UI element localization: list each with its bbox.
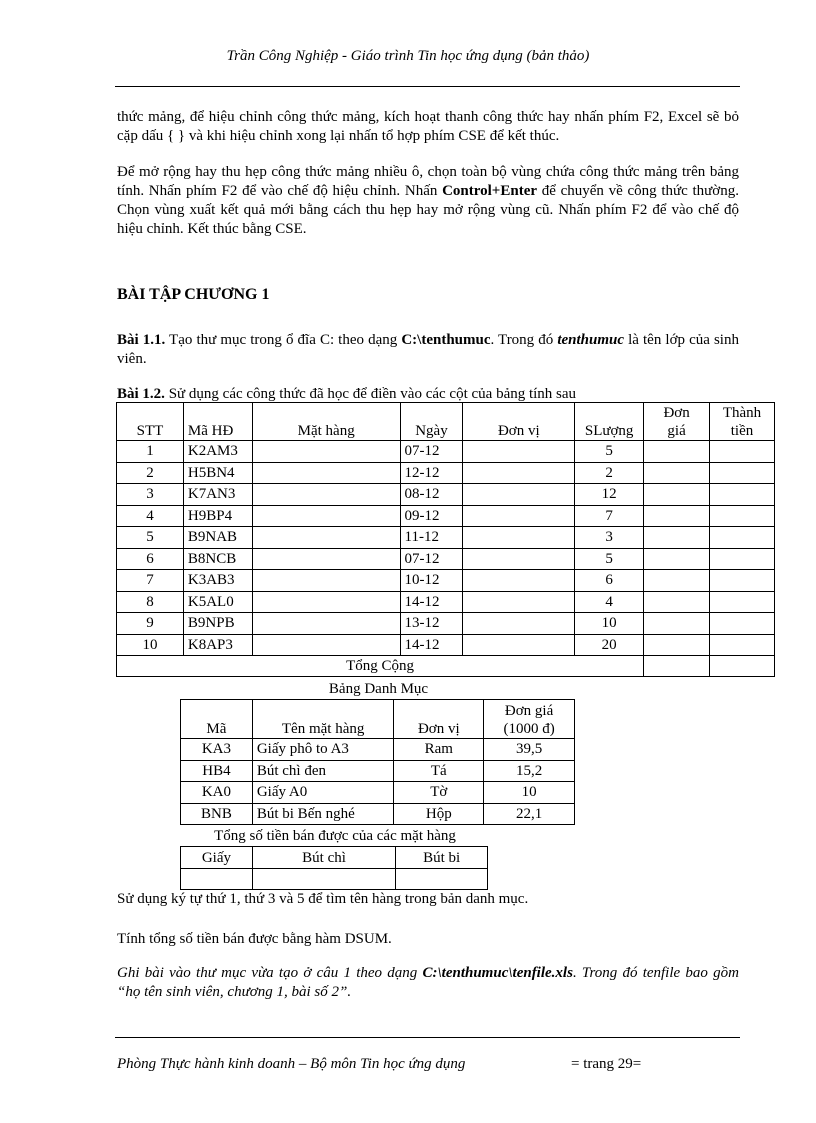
header-line: (1000 đ): [503, 721, 555, 737]
exercise-text: là tên lớp của sinh viên.: [117, 332, 739, 367]
cell-stt: 5: [117, 527, 184, 549]
cell-don-gia: [644, 505, 710, 527]
cell-ma-hd: K7AN3: [183, 484, 252, 506]
save-text: Ghi bài vào thư mục vừa tạo ở câu 1 theo dạng: [117, 965, 423, 981]
cell-sluong: 7: [575, 505, 644, 527]
cell-ngay: 14-12: [400, 591, 463, 613]
table-row: [117, 441, 775, 463]
cell-don-gia: [644, 591, 710, 613]
instruction-dsum: Tính tổng số tiền bán được bằng hàm DSUM.: [117, 931, 392, 947]
exercise-text: Sử dụng các công thức đã học để điền vào các cột của bảng tính sau: [164, 386, 577, 402]
cell-sluong: 6: [575, 570, 644, 592]
cell-don-gia: [644, 484, 710, 506]
cell-ma: HB4: [181, 760, 253, 782]
cell-sluong: 5: [575, 441, 644, 463]
cell-don-gia: 15,2: [484, 760, 575, 782]
cell-ma-hd: B9NAB: [183, 527, 252, 549]
save-text-end: . Trong đó tenfile bao gồm “họ tên sinh viên, chương 1, bài số 2”.: [117, 965, 739, 1000]
catalog-caption: Bảng Danh Mục: [328, 681, 429, 697]
cell-stt: 7: [117, 570, 184, 592]
cell-ngay: 07-12: [400, 441, 463, 463]
sales-table-header: [117, 403, 775, 441]
cell-don-vi: [463, 613, 575, 635]
catalog-col-don-vi: Đơn vị: [394, 700, 484, 739]
table-cell: [644, 656, 710, 677]
cell-sluong: 4: [575, 591, 644, 613]
summary-values-row: [181, 869, 488, 890]
cell-thanh-tien: [710, 591, 775, 613]
cell-mat-hang: [252, 634, 400, 656]
cell-don-vi: [463, 505, 575, 527]
table-row: [117, 527, 775, 549]
table-row: [117, 613, 775, 635]
cell-ngay: 14-12: [400, 634, 463, 656]
catalog-col-don-gia: [484, 700, 575, 739]
table-row: [117, 462, 775, 484]
cell-ngay: 11-12: [400, 527, 463, 549]
cell-ten-mat-hang: Bút bi Bến nghé: [252, 803, 394, 825]
col-header-ma-hd: Mã HĐ: [183, 403, 252, 441]
cell-don-vi: Hộp: [394, 803, 484, 825]
cell-stt: 3: [117, 484, 184, 506]
cell-ma-hd: H5BN4: [183, 462, 252, 484]
cell-ngay: 13-12: [400, 613, 463, 635]
cell-stt: 8: [117, 591, 184, 613]
cell-don-vi: [463, 441, 575, 463]
exercise-1-1-label: Bài 1.1.: [117, 332, 166, 348]
cell-ngay: 08-12: [400, 484, 463, 506]
cell-stt: 4: [117, 505, 184, 527]
cell-don-vi: [463, 591, 575, 613]
summary-table: [180, 846, 488, 890]
shortcut-control-enter: Control+Enter: [442, 183, 538, 199]
table-row: [117, 570, 775, 592]
table-cell: [710, 656, 775, 677]
col-header-thanh-tien: [710, 403, 775, 441]
cell-ma-hd: B8NCB: [183, 548, 252, 570]
exercise-1-1: [117, 331, 739, 369]
cell-ma: KA0: [181, 782, 253, 804]
chapter-heading: BÀI TẬP CHƯƠNG 1: [117, 286, 270, 303]
cell-thanh-tien: [710, 484, 775, 506]
cell-thanh-tien: [710, 462, 775, 484]
cell-ngay: 12-12: [400, 462, 463, 484]
page-number: = trang 29=: [571, 1056, 642, 1072]
cell-don-gia: 22,1: [484, 803, 575, 825]
cell-don-gia: 10: [484, 782, 575, 804]
intro-p2-text: Để mở rộng hay thu hẹp công thức mảng nhiều ô, chọn toàn bộ vùng chứa công thức mảng trên bảng tính. Nhấn phím F2 để vào chế độ hiệu chỉnh. Nhấn: [117, 164, 739, 199]
cell-mat-hang: [252, 570, 400, 592]
catalog-col-ten: Tên mặt hàng: [252, 700, 394, 739]
table-row: [117, 505, 775, 527]
cell-ten-mat-hang: Bút chì đen: [252, 760, 394, 782]
cell-stt: 2: [117, 462, 184, 484]
cell-don-vi: [463, 548, 575, 570]
cell-stt: 1: [117, 441, 184, 463]
cell-mat-hang: [252, 441, 400, 463]
table-row: [181, 760, 575, 782]
intro-paragraph-2: [117, 163, 739, 239]
cell-mat-hang: [252, 548, 400, 570]
catalog-header: [181, 700, 575, 739]
exercise-1-2-label: Bài 1.2.: [117, 386, 165, 402]
cell-ma-hd: K3AB3: [183, 570, 252, 592]
cell-don-gia: [644, 634, 710, 656]
total-label: Tổng Cộng: [117, 656, 644, 677]
table-cell: [252, 869, 395, 890]
page-header: Trần Công Nghiệp - Giáo trình Tin học ứng dụng (bản thảo): [226, 48, 590, 64]
cell-sluong: 20: [575, 634, 644, 656]
footer-department: Phòng Thực hành kinh doanh – Bộ môn Tin học ứng dụng: [117, 1056, 466, 1072]
save-file-path: C:\tenthumuc\tenfile.xls: [422, 965, 573, 981]
cell-stt: 6: [117, 548, 184, 570]
summary-header: [181, 847, 488, 869]
instruction-save: [117, 964, 739, 1002]
col-header-stt: STT: [117, 403, 184, 441]
header-line: Đơn: [663, 405, 690, 421]
col-header-sluong: SLượng: [575, 403, 644, 441]
cell-ma-hd: K8AP3: [183, 634, 252, 656]
cell-don-vi: [463, 570, 575, 592]
cell-ma: KA3: [181, 739, 253, 761]
cell-don-gia: [644, 462, 710, 484]
cell-ma: BNB: [181, 803, 253, 825]
table-cell: [396, 869, 488, 890]
cell-mat-hang: [252, 527, 400, 549]
cell-mat-hang: [252, 484, 400, 506]
cell-don-vi: [463, 634, 575, 656]
cell-don-vi: [463, 527, 575, 549]
cell-thanh-tien: [710, 441, 775, 463]
cell-sluong: 5: [575, 548, 644, 570]
catalog-col-ma: Mã: [181, 700, 253, 739]
cell-ngay: 10-12: [400, 570, 463, 592]
header-rule: [115, 86, 740, 87]
instruction-lookup: Sử dụng ký tự thứ 1, thứ 3 và 5 để tìm tên hàng trong bản danh mục.: [117, 891, 529, 907]
cell-don-gia: [644, 527, 710, 549]
cell-sluong: 10: [575, 613, 644, 635]
cell-sluong: 2: [575, 462, 644, 484]
cell-don-vi: Ram: [394, 739, 484, 761]
table-row: [117, 484, 775, 506]
intro-p2-text-end: để chuyển về công thức thường. Chọn vùng xuất kết quả mới bằng cách thu hẹp hay mở rộng vùng cũ. Nhấn phím F2 để vào chế độ hiệu chỉnh. Kết thúc bằng CSE.: [117, 183, 739, 237]
total-row: [117, 656, 775, 677]
summary-caption: Tổng số tiền bán được của các mặt hàng: [214, 828, 456, 844]
sales-table: [116, 402, 775, 677]
col-header-ngay: Ngày: [400, 403, 463, 441]
exercise-text: . Trong đó: [490, 332, 558, 348]
cell-thanh-tien: [710, 505, 775, 527]
table-row: [181, 803, 575, 825]
col-header-don-vi: Đơn vị: [463, 403, 575, 441]
cell-don-gia: [644, 570, 710, 592]
summary-col-but-chi: Bút chì: [252, 847, 395, 869]
exercise-text: Tạo thư mục trong ổ đĩa C: theo dạng: [165, 332, 402, 348]
cell-don-vi: Tờ: [394, 782, 484, 804]
intro-paragraph-1: thức mảng, để hiệu chỉnh công thức mảng, kích hoạt thanh công thức hay nhấn phím F2, Excel sẽ bỏ cặp dấu { } và khi hiệu chỉnh xong lại nhấn tổ hợp phím CSE để kết thúc.: [117, 109, 739, 144]
col-header-mat-hang: Mặt hàng: [252, 403, 400, 441]
cell-stt: 9: [117, 613, 184, 635]
cell-thanh-tien: [710, 548, 775, 570]
cell-ngay: 07-12: [400, 548, 463, 570]
cell-sluong: 3: [575, 527, 644, 549]
header-line: Thành: [722, 405, 762, 421]
cell-sluong: 12: [575, 484, 644, 506]
cell-ma-hd: K5AL0: [183, 591, 252, 613]
catalog-table: [180, 699, 575, 825]
table-row: [181, 739, 575, 761]
header-line: Đơn giá: [504, 703, 554, 719]
cell-thanh-tien: [710, 570, 775, 592]
cell-ngay: 09-12: [400, 505, 463, 527]
cell-don-vi: [463, 484, 575, 506]
summary-col-but-bi: Bút bi: [396, 847, 488, 869]
table-row: [117, 591, 775, 613]
cell-don-gia: 39,5: [484, 739, 575, 761]
cell-mat-hang: [252, 591, 400, 613]
table-cell: [181, 869, 253, 890]
table-row: [117, 634, 775, 656]
summary-col-giay: Giấy: [181, 847, 253, 869]
cell-ma-hd: H9BP4: [183, 505, 252, 527]
table-row: [117, 548, 775, 570]
cell-thanh-tien: [710, 634, 775, 656]
cell-ten-mat-hang: Giấy A0: [252, 782, 394, 804]
table-row: [181, 782, 575, 804]
cell-don-vi: [463, 462, 575, 484]
cell-don-gia: [644, 548, 710, 570]
cell-thanh-tien: [710, 613, 775, 635]
col-header-don-gia: [644, 403, 710, 441]
cell-ma-hd: K2AM3: [183, 441, 252, 463]
cell-ma-hd: B9NPB: [183, 613, 252, 635]
cell-thanh-tien: [710, 527, 775, 549]
cell-don-vi: Tá: [394, 760, 484, 782]
folder-path: C:\tenthumuc: [401, 332, 491, 348]
header-line: giá: [667, 423, 686, 439]
cell-stt: 10: [117, 634, 184, 656]
cell-don-gia: [644, 441, 710, 463]
folder-term: tenthumuc: [557, 332, 625, 348]
footer-rule: [115, 1037, 740, 1038]
cell-mat-hang: [252, 462, 400, 484]
cell-ten-mat-hang: Giấy phô to A3: [252, 739, 394, 761]
cell-mat-hang: [252, 613, 400, 635]
cell-mat-hang: [252, 505, 400, 527]
header-line: tiền: [730, 423, 754, 439]
cell-don-gia: [644, 613, 710, 635]
